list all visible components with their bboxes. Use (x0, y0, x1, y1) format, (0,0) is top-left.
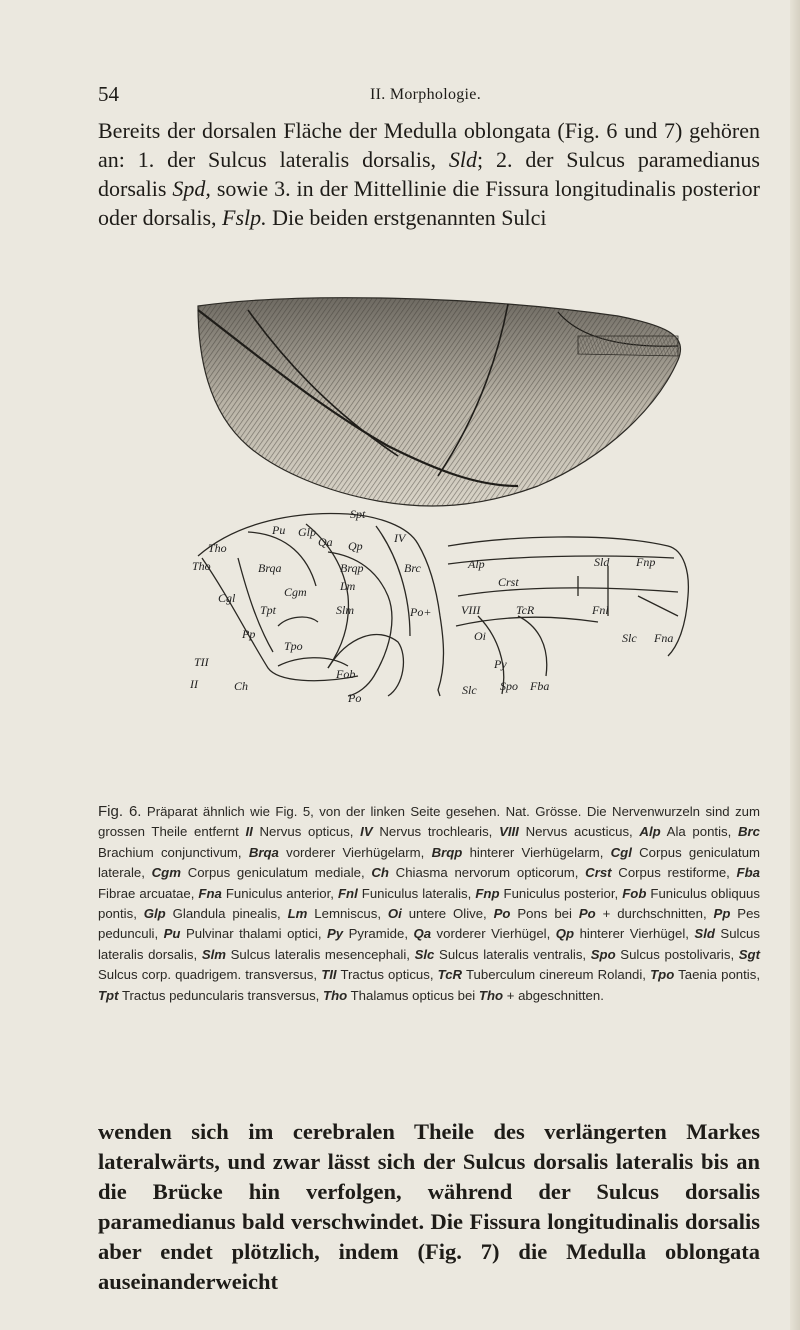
caption-abbreviation: Glp (143, 906, 166, 922)
abbr-spd: Spd, (172, 176, 211, 201)
label-ch: Ch (234, 679, 249, 693)
caption-abbreviation: Lm (287, 906, 308, 922)
caption-abbreviation: Brqa (248, 844, 279, 860)
caption-text: Corpus geniculatum mediale, (180, 865, 372, 881)
caption-text: Glandula pinealis, (165, 906, 288, 922)
caption-text: Pes pedunculi, (98, 906, 761, 942)
caption-text: untere Olive, (401, 906, 494, 922)
caption-abbreviation: Qa (413, 926, 432, 942)
caption-body (98, 804, 760, 1003)
para-top-text-1: Bereits der dorsalen Fläche der Medulla oblongata (Fig. 6 und 7) gehören an: 1. der Sulcus lateralis dorsalis, (98, 118, 760, 172)
para-top-text-3: sowie 3. in der Mittellinie die Fissura longitudinalis posterior oder dorsalis, (98, 176, 760, 230)
caption-abbreviation: IV (360, 824, 373, 840)
label-fnl: Fnl (592, 603, 609, 617)
label-tpo: Tpo (284, 639, 303, 653)
label-po: Po (348, 691, 362, 705)
caption-text: Sulcus lateralis mesencephali, (226, 946, 415, 962)
label-sld: Sld (594, 555, 610, 569)
caption-text: Tractus opticus, (336, 967, 438, 983)
caption-text: Fibrae arcuatae, (98, 885, 199, 901)
caption-text: Pons bei (510, 906, 579, 922)
label-fba: Fba (530, 679, 550, 693)
caption-abbreviation: Qp (555, 926, 575, 942)
caption-text: + abgeschnitten. (503, 987, 604, 1003)
label-glp: Glp (298, 525, 316, 539)
label-fob: Fob (336, 667, 356, 681)
caption-abbreviation: TII (321, 967, 337, 983)
caption-text: Funiculus posterior, (499, 885, 623, 901)
abbr-sld: Sld (448, 147, 477, 172)
caption-abbreviation: Slc (414, 946, 435, 962)
label-pu: Pu (272, 523, 286, 537)
caption-text: Sulcus postolivaris, (615, 946, 739, 962)
caption-abbreviation: Po (578, 906, 596, 922)
label-alp: Alp (468, 557, 485, 571)
para-top-text-2: ; 2. der Sulcus paramedianus dorsalis (98, 147, 760, 201)
caption-abbreviation: Cgl (610, 844, 632, 860)
label-tho-plus: Tho (192, 559, 211, 573)
label-viii: VIII (461, 603, 481, 617)
caption-abbreviation: Sld (694, 926, 715, 942)
abbr-fslp: Fslp. (222, 205, 267, 230)
caption-abbreviation: II (245, 824, 253, 840)
brainstem-drawing (178, 296, 710, 796)
caption-text: Nervus trochlearis, (372, 824, 500, 840)
caption-abbreviation: Fna (198, 885, 222, 901)
caption-abbreviation: Slm (201, 946, 226, 962)
label-tcr: TcR (516, 603, 535, 617)
caption-text: Nervus opticus, (252, 824, 361, 840)
caption-abbreviation: Brc (738, 824, 761, 840)
caption-text: + durchschnitten, (595, 906, 714, 922)
caption-text: Nervus acusticus, (518, 824, 640, 840)
label-fna: Fna (654, 631, 674, 645)
caption-abbreviation: Tho (323, 987, 348, 1003)
caption-text: Funiculus anterior, (221, 885, 338, 901)
caption-text: Corpus geniculatum laterale, (98, 844, 761, 881)
para-top-text-4: Die beiden erstgenannten Sulci (266, 205, 547, 230)
label-brc: Brc (404, 561, 421, 575)
label-brqp: Brqp (340, 561, 364, 575)
paragraph-top (98, 116, 760, 232)
caption-text: Corpus restiforme, (611, 865, 737, 881)
label-crst: Crst (498, 575, 519, 589)
caption-abbreviation: Crst (585, 865, 612, 881)
caption-text: Brachium conjunctivum, (98, 844, 249, 860)
caption-abbreviation: Sgt (738, 946, 760, 962)
caption-abbreviation: Fba (736, 865, 760, 881)
caption-text: Funiculus lateralis, (357, 885, 476, 901)
caption-abbreviation: Tho (478, 987, 504, 1003)
label-ii: II (190, 677, 198, 691)
figure-6-illustration (178, 296, 710, 796)
label-tii: TII (194, 655, 209, 669)
caption-text: Ala pontis, (660, 824, 739, 840)
caption-abbreviation: Cgm (151, 865, 181, 881)
caption-text: Lemniscus, (307, 906, 388, 922)
caption-abbreviation: Pu (163, 926, 181, 942)
label-cgl: Cgl (218, 591, 236, 605)
label-cgm: Cgm (284, 585, 307, 599)
caption-abbreviation: Fnp (475, 885, 500, 901)
caption-text: Sulcus lateralis ventralis, (434, 946, 591, 962)
caption-abbreviation: Alp (639, 824, 661, 840)
caption-text: hinterer Vierhügelarm, (462, 844, 611, 860)
caption-text: hinterer Vierhügel, (574, 926, 695, 942)
label-fnp: Fnp (636, 555, 656, 569)
caption-text: Präparat ähnlich wie Fig. 5, von der linken Seite gesehen. Nat. Grösse. Die Nervenwurzeln sind zum grossen Theile entfernt (98, 804, 760, 840)
caption-text: Pulvinar thalami optici, (180, 926, 327, 942)
label-spo: Spo (500, 679, 518, 693)
label-slc: Slc (622, 631, 637, 645)
label-oi: Oi (474, 629, 486, 643)
caption-text: vorderer Vierhügelarm, (278, 844, 432, 860)
label-qa: Qa (318, 535, 333, 549)
page-header (98, 82, 698, 112)
caption-abbreviation: Po (493, 906, 511, 922)
label-py: Py (494, 657, 507, 671)
label-brqa: Brqa (258, 561, 282, 575)
caption-abbreviation: Pp (713, 906, 731, 922)
caption-abbreviation: Oi (387, 906, 402, 922)
caption-abbreviation: Tpo (650, 967, 675, 983)
label-tpt: Tpt (260, 603, 277, 617)
label-spt: Spt (350, 507, 366, 521)
caption-text: Taenia pontis, (674, 967, 760, 983)
label-lm: Lm (340, 579, 356, 593)
caption-abbreviation: Py (327, 926, 344, 942)
label-qp: Qp (348, 539, 363, 553)
caption-text: Thalamus opticus bei (347, 987, 479, 1003)
figure-caption (98, 802, 760, 1006)
caption-abbreviation: Ch (371, 865, 389, 881)
label-tho: Tho (208, 541, 227, 555)
label-slc-lower: Slc (462, 683, 477, 697)
caption-figure-label: Fig. 6. (98, 803, 142, 820)
caption-text: Tractus peduncularis transversus, (118, 987, 324, 1003)
caption-text: Pyramide, (343, 926, 414, 942)
caption-abbreviation: VIII (499, 824, 519, 840)
caption-abbreviation: Spo (590, 946, 616, 962)
page-edge-shadow (790, 0, 800, 1330)
caption-text: Tuberculum cinereum Rolandi, (462, 967, 651, 983)
caption-abbreviation: Fob (622, 885, 647, 901)
caption-abbreviation: Fnl (337, 885, 358, 901)
caption-text: Sulcus corp. quadrigem. transversus, (98, 967, 322, 983)
figure-labels (189, 507, 673, 705)
caption-text: Chiasma nervorum opticorum, (388, 865, 586, 881)
caption-abbreviation: Brqp (431, 844, 463, 860)
label-pp: Pp (242, 627, 256, 641)
label-po-plus: Po+ (410, 605, 432, 619)
caption-abbreviation: Tpt (98, 987, 119, 1003)
caption-text: Funiculus obliquus pontis, (98, 885, 760, 922)
page-number: 54 (98, 82, 119, 106)
paragraph-bottom: wenden sich im cerebralen Theile des verlängerten Markes lateralwärts, und zwar lässt sich der Sulcus dorsalis lateralis bis an die Brücke hin verfolgen, während der Sulcus dorsalis paramedianus bald verschwindet. Die Fissura longitudinalis dorsalis aber endet plötzlich, indem (Fig. 7) die Medulla oblongata auseinanderweicht (98, 1119, 760, 1294)
running-head: II. Morphologie. (370, 86, 482, 103)
label-slm: Slm (336, 603, 354, 617)
label-iv: IV (394, 531, 406, 545)
caption-abbreviation: TcR (437, 967, 463, 983)
caption-text: vorderer Vierhügel, (431, 926, 556, 942)
caption-text: Sulcus lateralis dorsalis, (98, 926, 760, 962)
